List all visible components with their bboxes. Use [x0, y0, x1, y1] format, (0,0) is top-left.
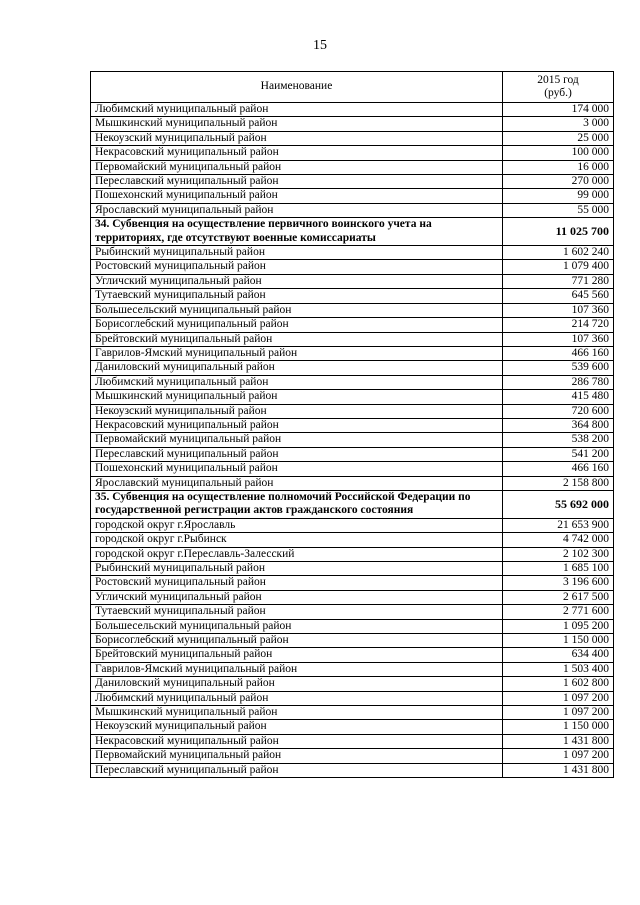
table-row — [91, 547, 614, 561]
table-row — [91, 260, 614, 274]
row-name: Ростовский муниципальный район — [91, 576, 503, 590]
table-row — [91, 691, 614, 705]
table-row — [91, 103, 614, 117]
row-name: Мышкинский муниципальный район — [91, 706, 503, 720]
row-name: Ростовский муниципальный район — [91, 260, 503, 274]
section-total: 55 692 000 — [503, 490, 614, 518]
table-row — [91, 203, 614, 217]
row-value: 286 780 — [503, 375, 614, 389]
row-name: Любимский муниципальный район — [91, 103, 503, 117]
table-row — [91, 562, 614, 576]
table-row — [91, 576, 614, 590]
table-row — [91, 447, 614, 461]
row-name: Переславский муниципальный район — [91, 447, 503, 461]
row-name: Некоузский муниципальный район — [91, 404, 503, 418]
row-value: 107 360 — [503, 332, 614, 346]
table-row — [91, 634, 614, 648]
budget-table — [90, 71, 614, 778]
table-row — [91, 734, 614, 748]
row-value: 364 800 — [503, 418, 614, 432]
page-number: 15 — [313, 38, 327, 53]
row-value: 3 000 — [503, 117, 614, 131]
table-row — [91, 706, 614, 720]
row-name: Любимский муниципальный район — [91, 691, 503, 705]
row-name: Рыбинский муниципальный район — [91, 562, 503, 576]
column-header-value — [503, 72, 614, 103]
table-row — [91, 662, 614, 676]
table-row — [91, 518, 614, 532]
table-row — [91, 274, 614, 288]
row-name: Некрасовский муниципальный район — [91, 418, 503, 432]
row-value: 771 280 — [503, 274, 614, 288]
section-title: 34. Субвенция на осуществление первичного воинского учета на территориях, где отсутствуют военные комиссариаты — [91, 218, 503, 246]
row-name: Мышкинский муниципальный район — [91, 390, 503, 404]
row-value: 466 160 — [503, 462, 614, 476]
table-row — [91, 476, 614, 490]
row-name: Большесельский муниципальный район — [91, 619, 503, 633]
row-name: Пошехонский муниципальный район — [91, 462, 503, 476]
table-row — [91, 303, 614, 317]
row-value: 16 000 — [503, 160, 614, 174]
row-value: 1 431 800 — [503, 734, 614, 748]
table-row — [91, 433, 614, 447]
row-value: 539 600 — [503, 361, 614, 375]
row-name: Угличский муниципальный район — [91, 274, 503, 288]
row-name: Угличский муниципальный район — [91, 590, 503, 604]
table-row — [91, 318, 614, 332]
row-value: 55 000 — [503, 203, 614, 217]
row-value: 1 602 240 — [503, 246, 614, 260]
section-title: 35. Субвенция на осуществление полномочий Российской Федерации по государственной регистрации актов гражданского состояния — [91, 490, 503, 518]
row-name: Переславский муниципальный район — [91, 763, 503, 777]
table-row — [91, 246, 614, 260]
row-value: 2 617 500 — [503, 590, 614, 604]
row-value: 21 653 900 — [503, 518, 614, 532]
row-value: 1 685 100 — [503, 562, 614, 576]
row-value: 2 771 600 — [503, 605, 614, 619]
row-value: 1 079 400 — [503, 260, 614, 274]
table-row — [91, 160, 614, 174]
row-name: Даниловский муниципальный район — [91, 677, 503, 691]
row-value: 1 150 000 — [503, 634, 614, 648]
row-name: Борисоглебский муниципальный район — [91, 318, 503, 332]
table-row — [91, 404, 614, 418]
table-row — [91, 175, 614, 189]
table-row — [91, 720, 614, 734]
row-value: 3 196 600 — [503, 576, 614, 590]
row-name: Брейтовский муниципальный район — [91, 648, 503, 662]
row-name: Гаврилов-Ямский муниципальный район — [91, 662, 503, 676]
row-name: Переславский муниципальный район — [91, 175, 503, 189]
table-row — [91, 332, 614, 346]
table-row — [91, 462, 614, 476]
row-name: Большесельский муниципальный район — [91, 303, 503, 317]
row-value: 2 102 300 — [503, 547, 614, 561]
table-row — [91, 763, 614, 777]
table-row — [91, 131, 614, 145]
table-row — [91, 361, 614, 375]
column-header-year: 2015 год — [537, 73, 579, 86]
row-name: Некоузский муниципальный район — [91, 720, 503, 734]
row-name: Ярославский муниципальный район — [91, 203, 503, 217]
row-name: Некоузский муниципальный район — [91, 131, 503, 145]
row-name: Гаврилов-Ямский муниципальный район — [91, 346, 503, 360]
row-value: 1 602 800 — [503, 677, 614, 691]
row-name: Тутаевский муниципальный район — [91, 605, 503, 619]
table-row — [91, 619, 614, 633]
row-value: 415 480 — [503, 390, 614, 404]
table-row — [91, 390, 614, 404]
row-name: Первомайский муниципальный район — [91, 160, 503, 174]
row-value: 1 431 800 — [503, 763, 614, 777]
row-name: городской округ г.Ярославль — [91, 518, 503, 532]
table-row — [91, 605, 614, 619]
table-row — [91, 346, 614, 360]
row-name: Ярославский муниципальный район — [91, 476, 503, 490]
table-row — [91, 418, 614, 432]
row-value: 720 600 — [503, 404, 614, 418]
row-value: 2 158 800 — [503, 476, 614, 490]
row-value: 174 000 — [503, 103, 614, 117]
table-row — [91, 749, 614, 763]
row-value: 541 200 — [503, 447, 614, 461]
row-value: 99 000 — [503, 189, 614, 203]
table-row — [91, 648, 614, 662]
table-row — [91, 533, 614, 547]
row-name: городской округ г.Рыбинск — [91, 533, 503, 547]
column-header-name: Наименование — [91, 72, 503, 103]
section-row — [91, 218, 614, 246]
row-name: Брейтовский муниципальный район — [91, 332, 503, 346]
row-value: 634 400 — [503, 648, 614, 662]
table-row — [91, 590, 614, 604]
row-value: 466 160 — [503, 346, 614, 360]
row-name: Борисоглебский муниципальный район — [91, 634, 503, 648]
row-name: городской округ г.Переславль-Залесский — [91, 547, 503, 561]
row-value: 1 503 400 — [503, 662, 614, 676]
row-value: 4 742 000 — [503, 533, 614, 547]
section-total: 11 025 700 — [503, 218, 614, 246]
row-value: 1 097 200 — [503, 749, 614, 763]
row-name: Рыбинский муниципальный район — [91, 246, 503, 260]
table-row — [91, 189, 614, 203]
row-name: Мышкинский муниципальный район — [91, 117, 503, 131]
table-row — [91, 289, 614, 303]
row-value: 1 097 200 — [503, 706, 614, 720]
table-body — [91, 103, 614, 778]
row-name: Первомайский муниципальный район — [91, 433, 503, 447]
row-value: 538 200 — [503, 433, 614, 447]
table-row — [91, 146, 614, 160]
row-name: Некрасовский муниципальный район — [91, 734, 503, 748]
row-name: Тутаевский муниципальный район — [91, 289, 503, 303]
row-value: 107 360 — [503, 303, 614, 317]
row-value: 270 000 — [503, 175, 614, 189]
table-row — [91, 375, 614, 389]
row-value: 100 000 — [503, 146, 614, 160]
row-value: 1 097 200 — [503, 691, 614, 705]
row-value: 214 720 — [503, 318, 614, 332]
row-name: Даниловский муниципальный район — [91, 361, 503, 375]
row-value: 1 150 000 — [503, 720, 614, 734]
row-name: Некрасовский муниципальный район — [91, 146, 503, 160]
row-name: Любимский муниципальный район — [91, 375, 503, 389]
row-value: 1 095 200 — [503, 619, 614, 633]
column-header-unit: (руб.) — [544, 87, 572, 99]
table-row — [91, 677, 614, 691]
table-row — [91, 117, 614, 131]
table-header-row — [91, 72, 614, 103]
row-name: Первомайский муниципальный район — [91, 749, 503, 763]
row-value: 645 560 — [503, 289, 614, 303]
section-row — [91, 490, 614, 518]
row-value: 25 000 — [503, 131, 614, 145]
row-name: Пошехонский муниципальный район — [91, 189, 503, 203]
